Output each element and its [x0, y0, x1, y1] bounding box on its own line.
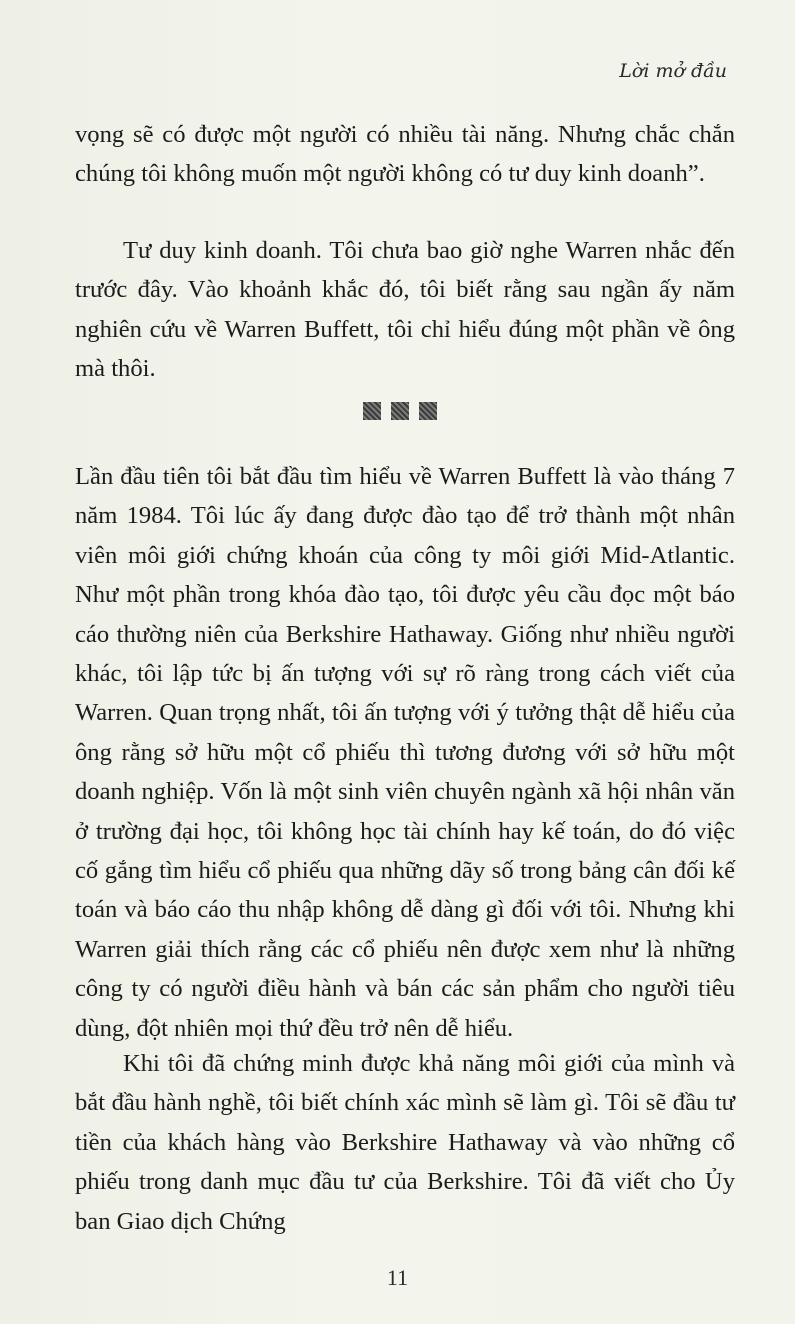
divider-square-icon [363, 402, 381, 420]
paragraph-text: Lần đầu tiên tôi bắt đầu tìm hiểu về Warren Buffett là vào tháng 7 năm 1984. Tôi lúc ấy đang được đào tạo để trở thành một nhân viên môi giới chứng khoán của công ty môi giới Mid-Atlantic. Như một phần trong khóa đào tạo, tôi được yêu cầu đọc một báo cáo thường niên của Berkshire Hathaway. Giống như nhiều người khác, tôi lập tức bị ấn tượng với sự rõ ràng trong cách viết của Warren. Quan trọng nhất, tôi ấn tượng với ý tưởng thật dễ hiểu của ông rằng sở hữu một cổ phiếu thì tương đương với sở hữu một doanh nghiệp. Vốn là một sinh viên chuyên ngành xã hội nhân văn ở trường đại học, tôi không học tài chính hay kế toán, do đó việc cố gắng tìm hiểu cổ phiếu qua những dãy số trong bảng cân đối kế toán và báo cáo thu nhập không dễ dàng gì đối với tôi. Nhưng khi Warren giải thích rằng các cổ phiếu nên được xem như là những công ty có người điều hành và bán các sản phẩm cho người tiêu dùng, đột nhiên mọi thứ đều trở nên dễ hiểu. [75, 463, 735, 1042]
paragraph-text: Tư duy kinh doanh. Tôi chưa bao giờ nghe Warren nhắc đến trước đây. Vào khoảnh khắc đó, tôi biết rằng sau ngần ấy năm nghiên cứu về Warren Buffett, tôi chỉ hiểu đúng một phần về ông mà thôi. [75, 237, 735, 383]
divider-square-icon [419, 402, 437, 420]
paragraph-business-mindset [75, 231, 735, 389]
paragraph-first-encounter [75, 457, 735, 1048]
paragraph-brokerage-start [75, 1044, 735, 1241]
paragraph-text: vọng sẽ có được một người có nhiều tài năng. Nhưng chắc chắn chúng tôi không muốn một người không có tư duy kinh doanh”. [75, 121, 735, 188]
paragraph-text: Khi tôi đã chứng minh được khả năng môi giới của mình và bắt đầu hành nghề, tôi biết chính xác mình sẽ làm gì. Tôi sẽ đầu tư tiền của khách hàng vào Berkshire Hathaway và vào những cổ phiếu trong danh mục đầu tư của Berkshire. Tôi đã viết cho Ủy ban Giao dịch Chứng [75, 1050, 735, 1235]
section-divider-ornament [363, 402, 443, 422]
running-header: Lời mở đầu [619, 60, 727, 82]
page-number: 11 [386, 1265, 409, 1290]
paragraph-continued [75, 115, 735, 194]
divider-square-icon [391, 402, 409, 420]
